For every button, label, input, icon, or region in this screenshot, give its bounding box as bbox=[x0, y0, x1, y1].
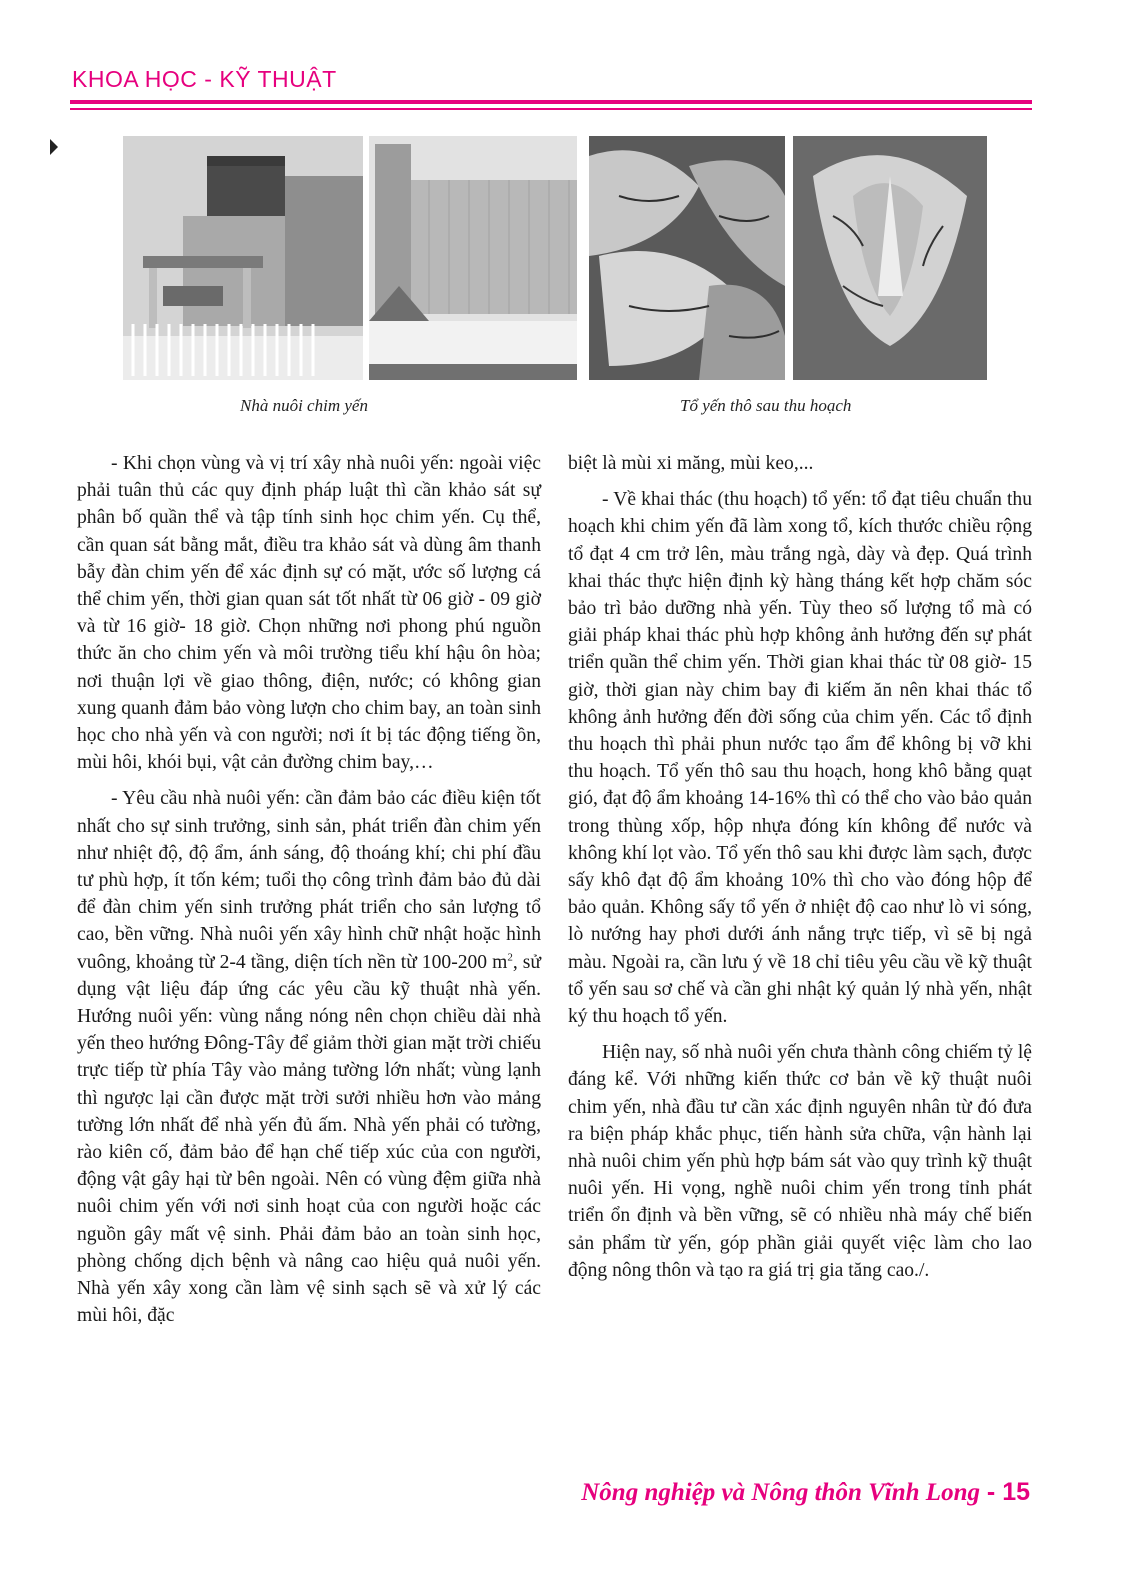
paragraph-conclusion: Hiện nay, số nhà nuôi yến chưa thành công chiếm tỷ lệ đáng kể. Với những kiến thức cơ bản về kỹ thuật nuôi chim yến, nhà đầu tư cần xác định nguyên nhân từ đó đưa ra biện pháp khắc phục, tiến hành sửa chữa, vận hành lại nhà nuôi chim yến phù hợp bám sát vào quy trình kỹ thuật nuôi yến. Hi vọng, nghề nuôi chim yến trong tỉnh phát triển ổn định và bền vững, sẽ có nhiều nhà máy chế biến sản phẩm từ yến, góp phần giải quyết việc làm cho lao động nông thôn và tạo ra giá trị gia tăng cao./. bbox=[568, 1042, 1032, 1281]
page-marker-icon bbox=[48, 138, 60, 156]
section-title: KHOA HỌC - KỸ THUẬT bbox=[72, 66, 337, 92]
left-column bbox=[77, 450, 541, 1339]
paragraph-house-requirements: - Yêu cầu nhà nuôi yến: cần đảm bảo các điều kiện tốt nhất cho sự sinh trưởng, sinh sản, phát triển đàn chim yến như nhiệt độ, độ ẩm, ánh sáng, độ thoáng khí; chi phí đầu tư phù hợp, ít tốn kém; tuổi thọ công trình đảm bảo đủ dài để đàn chim yến sinh trưởng phát triển cho sản lượng tổ cao, bền vững. Nhà nuôi yến xây hình chữ nhật hoặc hình vuông, khoảng từ 2-4 tầng, diện tích nền từ 100-200 $m^2$, sử dụng vật liệu đáp ứng các yêu cầu kỹ thuật nhà yến. Hướng nuôi yến: vùng nắng nóng nên chọn chiều dài nhà yến theo hướng Đông-Tây để giảm thời gian mặt trời chiếu trực tiếp từ phía Tây vào mảng tường lớn nhất; vùng lạnh thì ngược lại cần được mặt trời sưởi nhiều hơn vào mảng tường lớn nhất để nhà yến đủ ấm. Nhà yến phải có tường, rào kiên cố, đảm bảo để hạn chế tiếp xúc của con người, động vật gây hại từ bên ngoài. Nên có vùng đệm giữa nhà nuôi chim yến với nơi sinh hoạt của con người hoặc các nguồn gây mất vệ sinh. Phải đảm bảo an toàn sinh học, phòng chống dịch bệnh và nâng cao hiệu quả nuôi yến. Nhà yến xây xong cần làm vệ sinh sạch sẽ và xử lý các mùi hôi, đặc bbox=[77, 788, 541, 1327]
superscript: 2 bbox=[507, 951, 513, 964]
magazine-title: Nông nghiệp và Nông thôn Vĩnh Long bbox=[581, 1479, 980, 1506]
header-rule-thick bbox=[70, 100, 1032, 104]
footer: Nông nghiệp và Nông thôn Vĩnh Long - 15 bbox=[581, 1478, 1030, 1506]
paragraph-harvesting: - Về khai thác (thu hoạch) tổ yến: tổ đạt tiêu chuẩn thu hoạch khi chim yến đã làm xong tổ, kích thước chiều rộng tổ đạt 4 cm trở lên, màu trắng ngà, dày và đẹp. Quá trình khai thác thực hiện định kỳ hàng tháng kết hợp chăm sóc bảo trì bảo dưỡng nhà yến. Tùy theo số lượng tổ mà có giải pháp khai thác phù hợp không ảnh hưởng đến sự phát triển quần thể chim yến. Thời gian khai thác từ 08 giờ- 15 giờ, thời gian này chim bay đi kiếm ăn nên khai thác tổ không ảnh hưởng đến đời sống của chim yến. Các tổ định thu hoạch thì phải phun nước tạo ẩm để không bị vỡ khi thu hoạch. Tổ yến thô sau thu hoạch, hong khô bằng quạt gió, đạt độ ẩm khoảng 14-16% thì có thể cho vào bảo quản trong thùng xốp, hộp nhựa đóng kín không để nước và không khí lọt vào. Tổ yến thô sau khi được làm sạch, được sấy khô đạt độ ẩm khoảng 10% thì cho vào đóng hộp để bảo quản. Không sấy tổ yến ở nhiệt độ cao như lò vi sóng, lò nướng hay phơi dưới ánh nắng trực tiếp, vì sẽ bị ngả màu. Ngoài ra, cần lưu ý về 18 chỉ tiêu yêu cầu về kỹ thuật tổ yến sau sơ chế và cần ghi nhật ký quản lý nhà yến, nhật ký thu hoạch tổ yến. bbox=[568, 489, 1032, 1028]
photo-raw-nests-2 bbox=[793, 136, 987, 380]
photo-swiftlet-house-1 bbox=[123, 136, 363, 380]
right-column bbox=[568, 450, 1032, 1293]
caption-right: Tổ yến thô sau thu hoạch bbox=[680, 396, 852, 415]
photo-raw-nests-1 bbox=[589, 136, 785, 380]
page-number: 15 bbox=[1002, 1478, 1030, 1506]
header-rule-thin bbox=[70, 108, 1032, 110]
paragraph-site-selection: - Khi chọn vùng và vị trí xây nhà nuôi yến: ngoài việc phải tuân thủ các quy định pháp luật thì cần khảo sát sự phân bố quần thể và tập tính sinh học chim yến. Cụ thể, cần quan sát bằng mắt, điều tra khảo sát và dùng âm thanh bẫy đàn chim yến để xác định sự có mặt, ước số lượng cá thể chim yến, thời gian quan sát tốt nhất từ 06 giờ - 09 giờ và từ 16 giờ- 18 giờ. Chọn những nơi phong phú nguồn thức ăn cho chim yến và môi trường tiểu khí hậu ôn hòa; nơi thuận lợi về giao thông, điện, nước; có không gian xung quanh đảm bảo vòng lượn cho chim bay, an toàn sinh học cho nhà yến và con người; nơi ít bị tác động tiếng ồn, mùi hôi, khói bụi, vật cản đường chim bay,… bbox=[77, 453, 541, 774]
caption-left: Nhà nuôi chim yến bbox=[240, 396, 368, 415]
photo-swiftlet-house-2 bbox=[369, 136, 577, 380]
paragraph-continuation: biệt là mùi xi măng, mùi keo,... bbox=[568, 453, 814, 474]
